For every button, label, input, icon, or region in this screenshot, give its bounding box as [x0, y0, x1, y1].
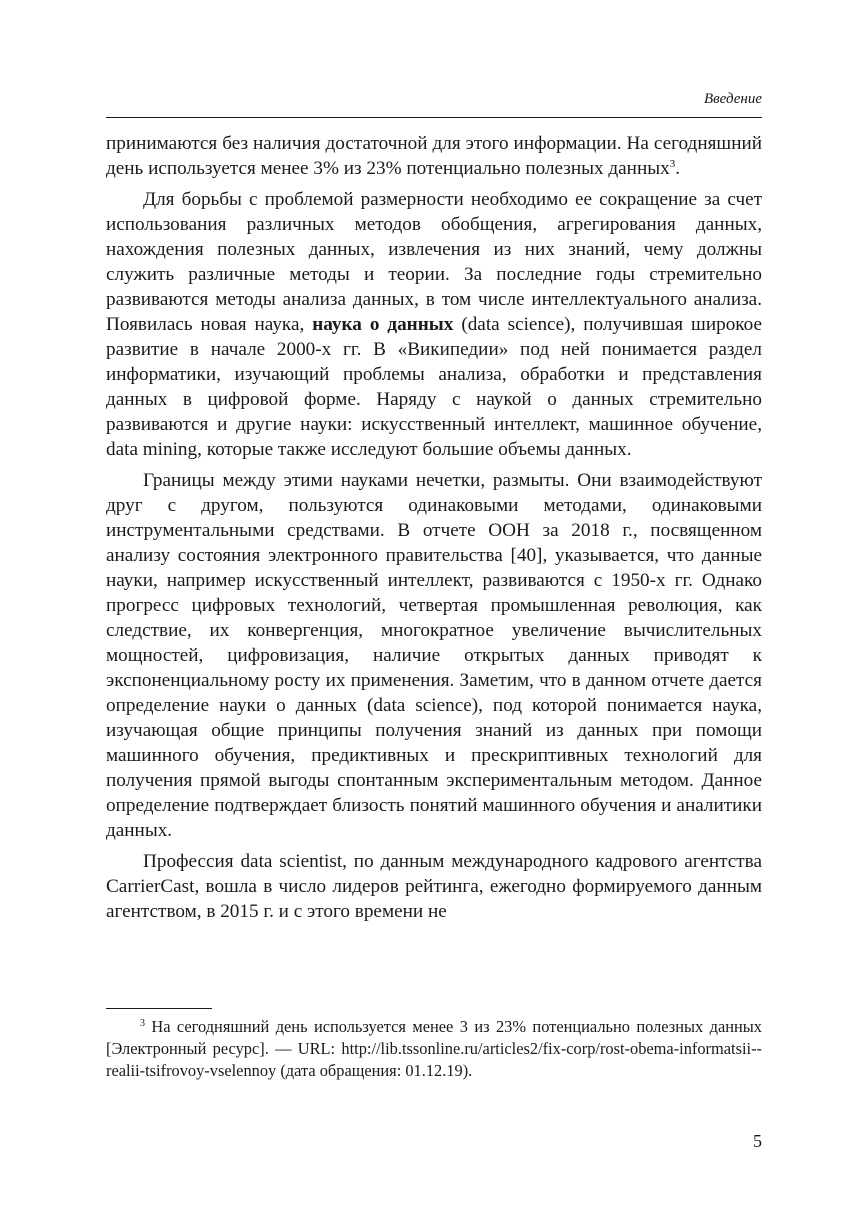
page-number: 5 — [753, 1131, 762, 1151]
paragraph-data-science — [106, 187, 762, 462]
paragraph-text: (data science), получившая широкое развитие в начале 2000-х гг. В «Википедии» под ней понимается раздел информатики, изучающий проблемы анализа, обработки и представления данных в цифровой форме. Наряду с наукой о данных стремительно развиваются и другие науки: искусственный интеллект, машинное обучение, data mining, которые также исследуют большие объемы данных. — [106, 314, 762, 460]
running-head: Введение — [704, 91, 762, 107]
footnote-ref[interactable]: 3 — [669, 158, 676, 170]
paragraph-text: принимаются без наличия достаточной для этого информации. На сегодняшний день используется менее 3% из 23% потенциально полезных данных — [106, 133, 762, 179]
paragraph-text: Для борьбы с проблемой размерности необходимо ее сокращение за счет использования различных методов обобщения, агрегирования данных, нахождения полезных данных, извлечения из них знаний, чему должны служить различные методы и теории. За последние годы стремительно развиваются методы анализа данных, в том числе интеллектуального анализа. Появилась новая наука, — [106, 189, 762, 335]
paragraph-profession: Профессия data scientist, по данным международного кадрового агентства CarrierCast, вошла в число лидеров рейтинга, ежегодно формируемого данным агентством, в 2015 г. и с этого времени не — [106, 851, 762, 922]
header-rule — [106, 117, 762, 118]
body-text — [106, 131, 762, 924]
paragraph-boundaries: Границы между этими науками нечетки, размыты. Они взаимодействуют друг с другом, пользуются одинаковыми методами, одинаковыми инструментальными средствами. В отчете ООН за 2018 г., посвященном анализу состояния электронного правительства [40], указывается, что данные науки, например искусственный интеллект, развиваются с 1950-х гг. Однако прогресс цифровых технологий, четвертая промышленная революция, как следствие, их конвергенция, многократное увеличение вычислительных мощностей, цифровизация, наличие открытых данных приводят к экспоненциальному росту их применения. Заметим, что в данном отчете дается определение науки о данных (data science), под которой понимается наука, изучающая общие принципы получения знаний из данных при помощи машинного обучения, предиктивных и прескриптивных технологий для получения прямой выгоды спонтанным экспериментальным методом. Данное определение подтверждает близость понятий машинного обучения и аналитики данных. — [106, 470, 762, 841]
paragraph-end: . — [675, 158, 680, 179]
paragraph-continued — [106, 131, 762, 181]
footnote-number: 3 — [140, 1018, 145, 1029]
footnote — [106, 1016, 762, 1082]
footnote-text: На сегодняшний день используется менее 3 из 23% потенциально полезных данных [Электронный ресурс]. — URL: http://lib.tssonline.ru/articles2/fix-corp/rost-obema-informatsii--realii-tsifrovoy-vselennoy (дата обращения: 01.12.19). — [106, 1017, 762, 1080]
bold-term: наука о данных — [312, 314, 454, 335]
footnote-rule — [106, 1008, 212, 1009]
